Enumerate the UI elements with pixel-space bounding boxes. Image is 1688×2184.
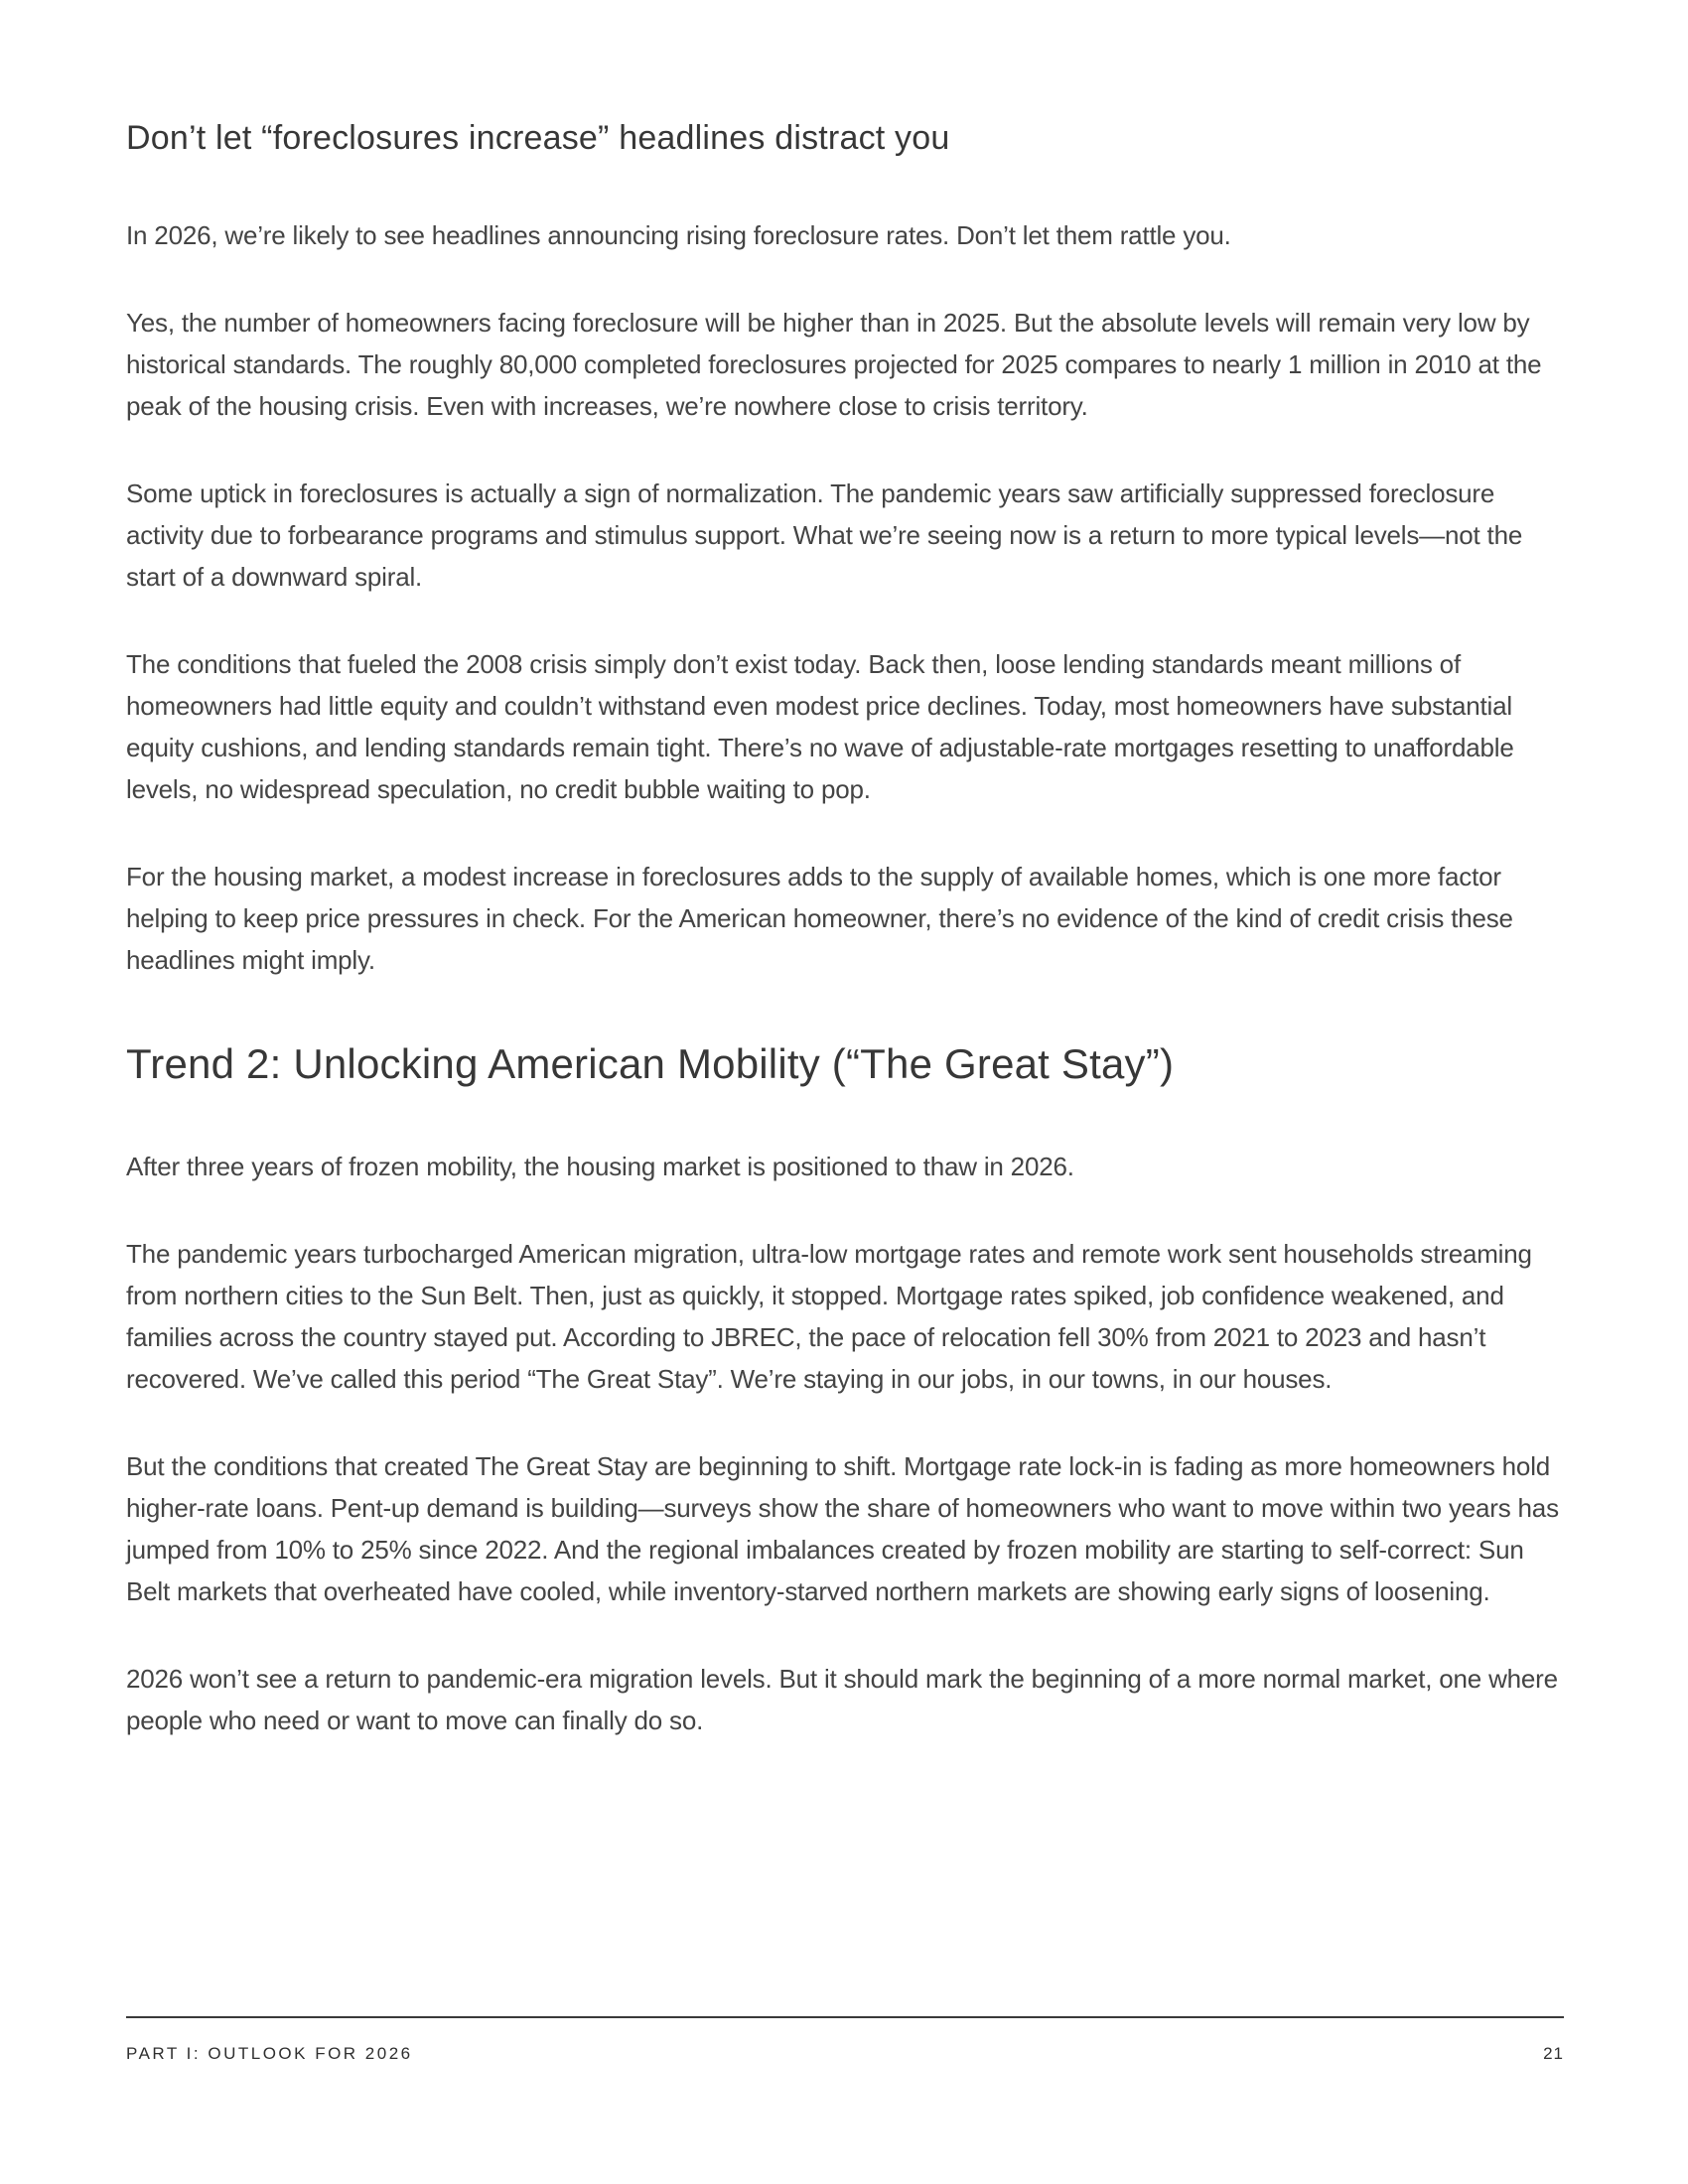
paragraph: In 2026, we’re likely to see headlines announcing rising foreclosure rates. Don’t let them rattle you.	[126, 220, 1231, 250]
footer-page-number: 21	[1543, 2044, 1564, 2063]
page-content	[126, 117, 1564, 1787]
section-1-heading: Don’t let “foreclosures increase” headlines distract you	[126, 119, 950, 157]
section-2-heading: Trend 2: Unlocking American Mobility (“The Great Stay”)	[126, 1040, 1175, 1087]
paragraph: Yes, the number of homeowners facing foreclosure will be higher than in 2025. But the absolute levels will remain very low by historical standards. The roughly 80,000 completed foreclosures projected for 2025 compares to nearly 1 million in 2010 at the peak of the housing crisis. Even with increases, we’re nowhere close to crisis territory.	[126, 308, 1542, 421]
footer-section-label: PART I: OUTLOOK FOR 2026	[126, 2044, 413, 2063]
paragraph: For the housing market, a modest increase in foreclosures adds to the supply of available homes, which is one more factor helping to keep price pressures in check. For the American homeowner, there’s no evidence of the kind of credit crisis these headlines might imply.	[126, 862, 1513, 975]
paragraph: The pandemic years turbocharged American migration, ultra-low mortgage rates and remote work sent households streaming from northern cities to the Sun Belt. Then, just as quickly, it stopped. Mortgage rates spiked, job confidence weakened, and families across the country stayed put. According to JBREC, the pace of relocation fell 30% from 2021 to 2023 and hasn’t recovered. We’ve called this period “The Great Stay”. We’re staying in our jobs, in our towns, in our houses.	[126, 1239, 1532, 1394]
paragraph: The conditions that fueled the 2008 crisis simply don’t exist today. Back then, loose lending standards meant millions of homeowners had little equity and couldn’t withstand even modest price declines. Today, most homeowners have substantial equity cushions, and lending standards remain tight. There’s no wave of adjustable-rate mortgages resetting to unaffordable levels, no widespread speculation, no credit bubble waiting to pop.	[126, 649, 1514, 804]
paragraph: Some uptick in foreclosures is actually a sign of normalization. The pandemic years saw artificially suppressed foreclosure activity due to forbearance programs and stimulus support. What we’re seeing now is a return to more typical levels—not the start of a downward spiral.	[126, 478, 1523, 592]
paragraph: 2026 won’t see a return to pandemic-era migration levels. But it should mark the beginning of a more normal market, one where people who need or want to move can finally do so.	[126, 1664, 1558, 1735]
paragraph: But the conditions that created The Great Stay are beginning to shift. Mortgage rate lock-in is fading as more homeowners hold higher-rate loans. Pent-up demand is building—surveys show the share of homeowners who want to move within two years has jumped from 10% to 25% since 2022. And the regional imbalances created by frozen mobility are starting to self-correct: Sun Belt markets that overheated have cooled, while inventory-starved northern markets are showing early signs of loosening.	[126, 1451, 1559, 1606]
paragraph: After three years of frozen mobility, the housing market is positioned to thaw in 2026.	[126, 1152, 1074, 1181]
page-footer	[126, 2016, 1564, 2064]
